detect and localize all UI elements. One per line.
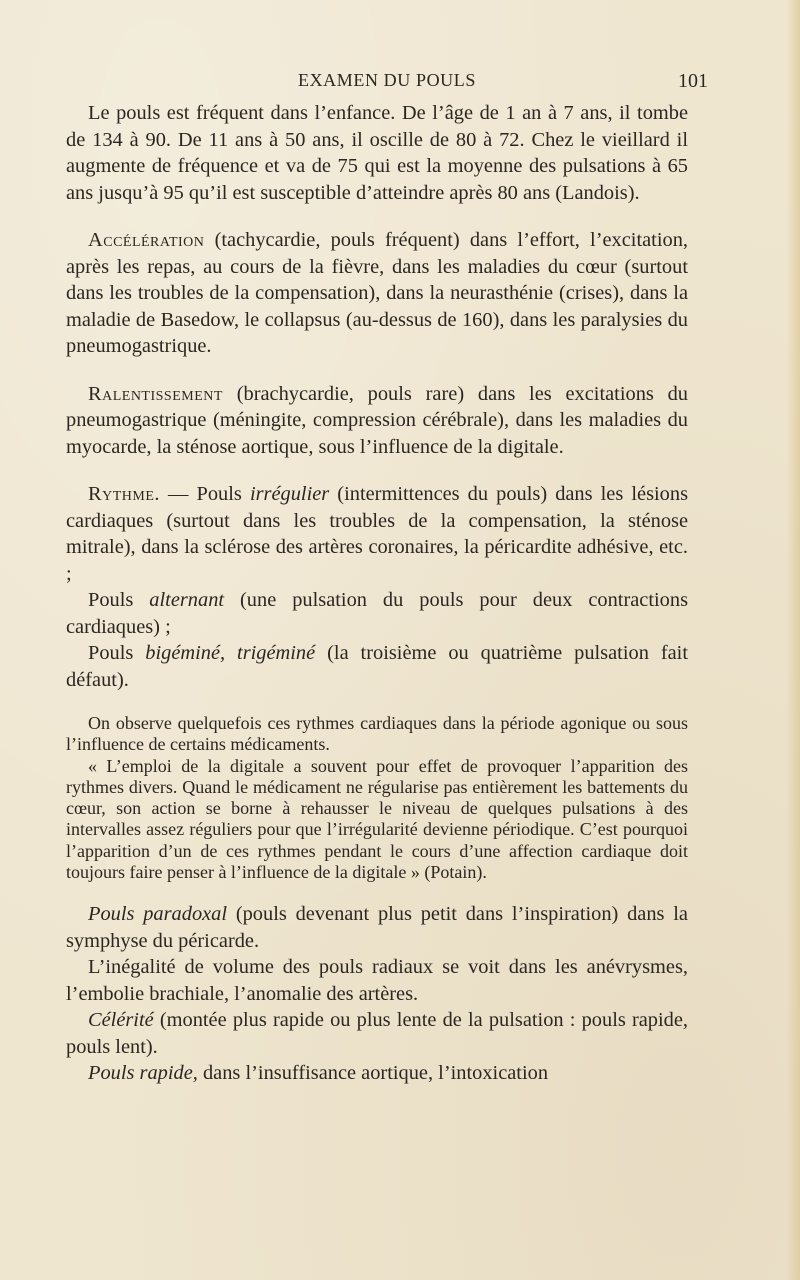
term-acceleration: Accélération: [88, 229, 205, 251]
paragraph-text: (pouls devenant plus petit dans l’inspiration) dans la symphyse du péricarde.: [66, 903, 688, 952]
page-body: [66, 100, 688, 1087]
paragraph-text: (intermittences du pouls) dans les lésions cardiaques (surtout dans les troubles de la compensation, la sténose mitrale), dans la sclérose des artères coronaires, la péricardite adhésive, etc. ;: [66, 483, 689, 585]
italic-term: alternant: [149, 589, 225, 611]
paragraph-text: (une pulsation du pouls pour deux contractions cardiaques) ;: [66, 589, 688, 638]
paragraph-rhythm: [66, 481, 688, 587]
paragraph-text: Le pouls est fréquent dans l’enfance. De l’âge de 1 an à 7 ans, il tombe de 134 à 90. De 11 ans à 50 ans, il oscille de 80 à 72. Chez le vieillard il augmente de fréquence et va de 75 qui est la moyenne des pulsations à 65 ans jusqu’à 95 qu’il est susceptible d’atteindre après 80 ans (Landois).: [66, 102, 688, 204]
term-rhythm: Rythme.: [88, 483, 160, 505]
running-head: EXAMEN DU POULS: [297, 70, 476, 90]
small-paragraph-potain-quote: [66, 756, 688, 884]
paragraph-rapid-pulse: [66, 1060, 688, 1087]
paragraph-text: (tachycardie, pouls fréquent) dans l’effort, l’excitation, après les repas, au cours de la fièvre, dans les maladies du cœur (surtout dans les troubles de la compensation), dans la neurasthénie (crises), dans la maladie de Basedow, le collapsus (au-dessus de 160), dans les paralysies du pneumogastrique.: [66, 229, 688, 357]
paragraph-text: L’inégalité de volume des pouls radiaux se voit dans les anévrysmes, l’embolie brachiale, l’anomalie des artères.: [66, 956, 688, 1005]
paragraph-acceleration: [66, 227, 688, 360]
paragraph-paradoxical-pulse: [66, 901, 688, 954]
paragraph-text: Pouls: [88, 642, 146, 664]
term-slowing: Ralentissement: [88, 382, 223, 405]
paragraph-text: (la troisième ou quatrième pulsation fait défaut).: [66, 642, 688, 691]
paragraph-text: « L’emploi de la digitale a souvent pour effet de provoquer l’apparition des rythmes divers. Quand le médicament ne régularise pas entièrement les battements du cœur, son action se borne à rehausser le niveau de quelques pulsations à des intervalles assez réguliers pour que l’irrégularité devienne périodique. C’est pourquoi l’apparition d’un de ces rythmes pendant le cours d’une affection cardiaque doit toujours faire penser à l’influence de la digitale » (Potain).: [66, 755, 688, 883]
paragraph-alternating-pulse: [66, 587, 688, 640]
small-paragraph-agonic: [66, 713, 688, 756]
paragraph-inequality: [66, 954, 688, 1007]
page-number: 101: [678, 70, 708, 92]
paragraph-frequency-by-age: [66, 100, 688, 206]
italic-term: bigéminé, trigéminé: [145, 642, 316, 664]
italic-term: Pouls paradoxal: [88, 903, 228, 926]
page-header: [66, 70, 708, 96]
page-edge-shadow: [786, 0, 800, 1280]
paragraph-text: (brachycardie, pouls rare) dans les excitations du pneumogastrique (méningite, compression cérébrale), dans les maladies du myocarde, la sténose aortique, sous l’influence de la digitale.: [66, 382, 688, 458]
paragraph-celerity: [66, 1007, 688, 1060]
paragraph-slowing: [66, 381, 688, 461]
paragraph-text: — Pouls: [159, 483, 250, 505]
italic-term: irrégulier: [249, 483, 330, 505]
paragraph-text: On observe quelquefois ces rythmes cardiaques dans la période agonique ou sous l’influence de certains médicaments.: [66, 713, 688, 755]
paragraph-text: (montée plus rapide ou plus lente de la pulsation : pouls rapide, pouls lent).: [66, 1009, 688, 1058]
italic-term: Pouls rapide,: [88, 1062, 198, 1085]
paragraph-text: dans l’insuffisance aortique, l’intoxication: [197, 1062, 549, 1085]
italic-term: Célérité: [88, 1009, 154, 1032]
paragraph-bigeminal-pulse: [66, 640, 688, 693]
paragraph-text: Pouls: [88, 589, 150, 611]
